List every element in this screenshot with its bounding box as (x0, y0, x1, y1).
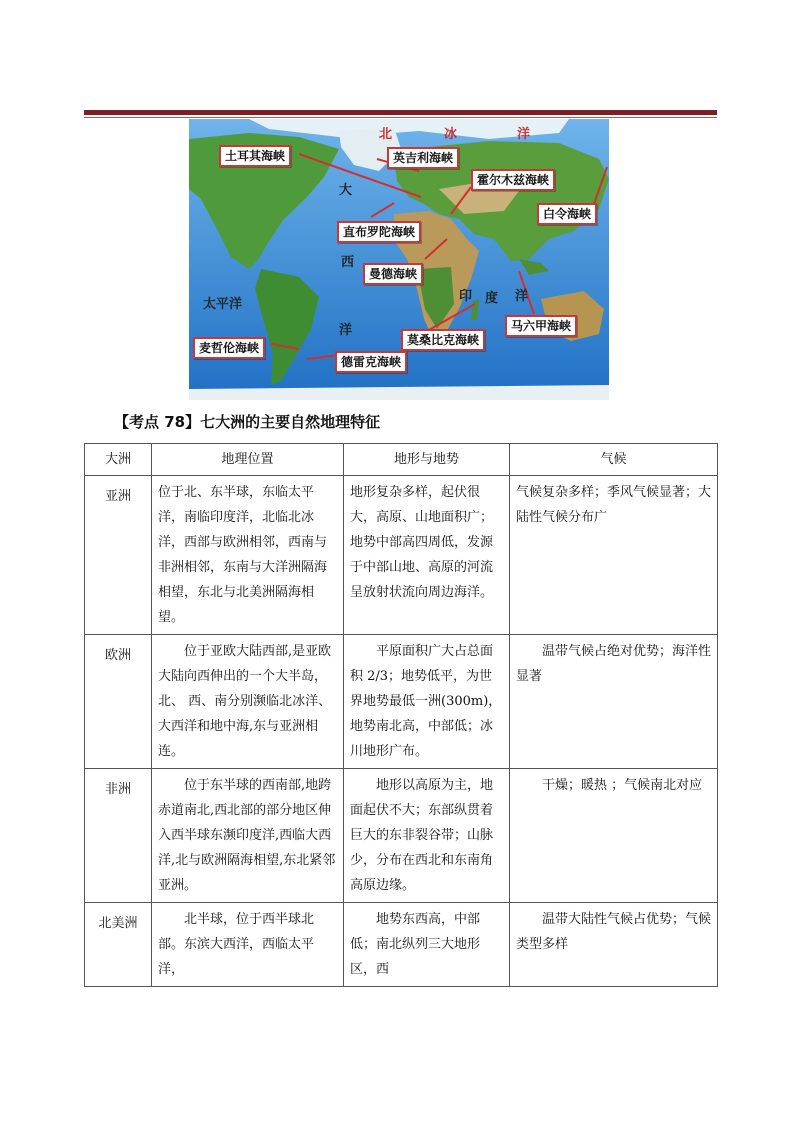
ocean-arctic-char-1: 北 (379, 127, 393, 142)
world-straits-map (189, 119, 609, 400)
label-turkey-strait: 土耳其海峡 (219, 145, 291, 167)
label-bering-strait: 白令海峡 (537, 203, 597, 225)
cell-location: 位于北、东半球，东临太平洋，南临印度洋，北临北冰洋，西部与欧洲相邻，西南与非洲相邻，东南与大洋洲隔海相望，东北与北美洲隔海相望。 (152, 476, 344, 635)
header-terrain: 地形与地势 (344, 444, 510, 476)
table-row (85, 903, 718, 987)
cell-continent: 欧洲 (85, 635, 152, 769)
ocean-indian-char-3: 洋 (515, 289, 529, 304)
header-rule (84, 110, 717, 115)
cell-continent: 非洲 (85, 769, 152, 903)
cell-continent: 北美洲 (85, 903, 152, 987)
header-continent: 大洲 (85, 444, 152, 476)
header-climate: 气候 (510, 444, 718, 476)
ocean-atlantic-char-2: 西 (341, 255, 355, 270)
label-mozambique-channel: 莫桑比克海峡 (401, 329, 485, 351)
header-location: 地理位置 (152, 444, 344, 476)
cell-terrain: 平原面积广大占总面积 2/3；地势低平，为世界地势最低一洲(300m)，地势南北高，中部低；冰川地形广布。 (344, 635, 510, 769)
table-row (85, 476, 718, 635)
cell-climate: 温带气候占绝对优势；海洋性显著 (510, 635, 718, 769)
cell-location: 位于亚欧大陆西部,是亚欧大陆向西伸出的一个大半岛，北、 西、南分别濒临北冰洋、大西洋和地中海,东与亚洲相连。 (152, 635, 344, 769)
table-header-row (85, 444, 718, 476)
label-english-channel: 英吉利海峡 (387, 147, 459, 169)
header-rule-thin (84, 117, 717, 118)
ocean-atlantic-char-1: 大 (339, 183, 353, 198)
cell-location: 北半球，位于西半球北部。东滨大西洋，西临太平洋， (152, 903, 344, 987)
label-drake-passage: 德雷克海峡 (335, 351, 407, 373)
table-row (85, 769, 718, 903)
section-heading: 【考点 78】七大洲的主要自然地理特征 (114, 413, 381, 431)
ocean-pacific-label: 太平洋 (203, 297, 243, 312)
label-hormuz-strait: 霍尔木兹海峡 (471, 169, 555, 191)
cell-climate: 气候复杂多样；季风气候显著；大陆性气候分布广 (510, 476, 718, 635)
label-gibraltar-strait: 直布罗陀海峡 (337, 221, 421, 243)
ocean-atlantic-char-3: 洋 (339, 323, 353, 338)
cell-terrain: 地形以高原为主，地面起伏不大；东部纵贯着巨大的东非裂谷带；山脉少，分布在西北和东南角高原边缘。 (344, 769, 510, 903)
table-row (85, 635, 718, 769)
ocean-arctic-char-3: 洋 (517, 127, 531, 142)
label-mandeb-strait: 曼德海峡 (363, 263, 423, 285)
cell-continent: 亚洲 (85, 476, 152, 635)
continents-table (84, 443, 718, 987)
label-magellan-strait: 麦哲伦海峡 (193, 337, 265, 359)
ocean-indian-char-2: 度 (485, 291, 499, 306)
cell-climate: 干燥；暖热 ；气候南北对应 (510, 769, 718, 903)
cell-terrain: 地势东西高，中部低；南北纵列三大地形区，西 (344, 903, 510, 987)
cell-terrain: 地形复杂多样，起伏很大，高原、山地面积广；地势中部高四周低，发源于中部山地、高原的河流呈放射状流向周边海洋。 (344, 476, 510, 635)
cell-location: 位于东半球的西南部,地跨赤道南北,西北部的部分地区伸入西半球东濒印度洋,西临大西洋,北与欧洲隔海相望,东北紧邻亚洲。 (152, 769, 344, 903)
ocean-indian-char-1: 印 (459, 289, 473, 304)
cell-climate: 温带大陆性气候占优势；气候类型多样 (510, 903, 718, 987)
ocean-arctic-char-2: 冰 (444, 127, 458, 142)
label-malacca-strait: 马六甲海峡 (505, 315, 577, 337)
